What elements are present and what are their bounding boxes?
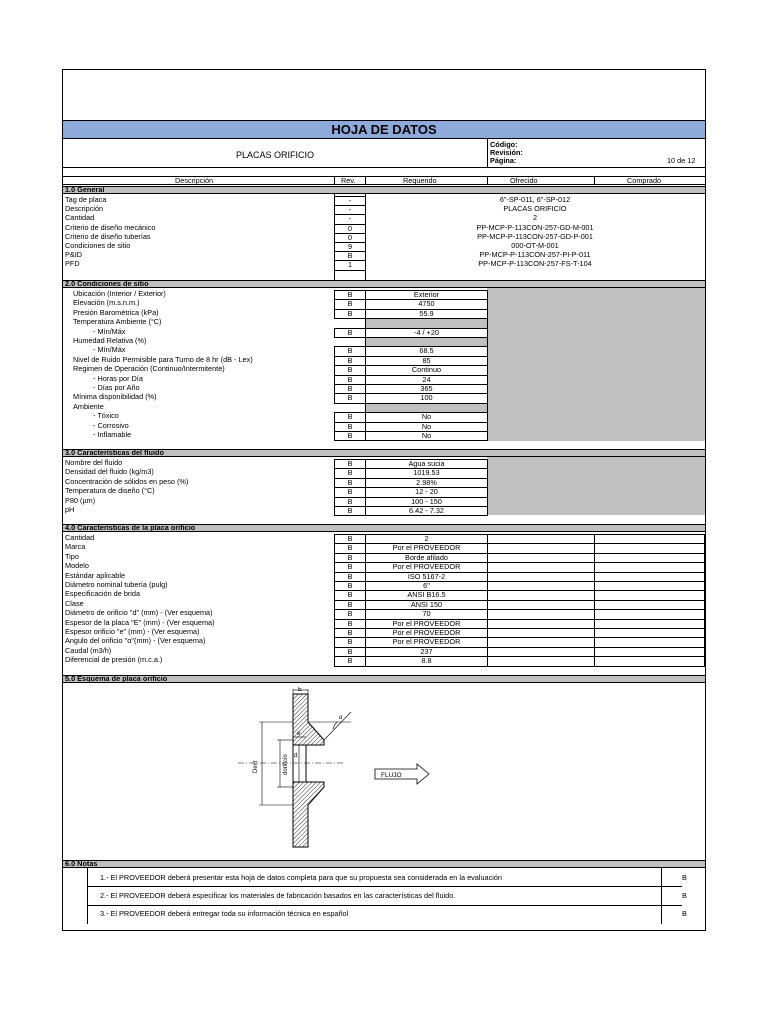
placa-value: Por el PROVEEDOR [365,619,488,629]
general-rev: - [334,214,366,224]
note-2-rev: B [682,891,687,900]
fluido-rev: B [334,506,366,516]
general-desc: Cantidad [65,213,95,223]
fluido-value: 12 - 20 [365,487,488,497]
sitio-rev: B [334,431,366,441]
sitio-value: 24 [365,375,488,385]
placa-value: Borde afilado [365,553,488,563]
sitio-rev: B [334,422,366,432]
fluido-value: Agua sucia [365,459,488,469]
fluido-desc: Temperatura de diseño (°C) [65,486,155,496]
section-fluido-header: 3.0 Características del fluido [63,449,705,457]
fluido-rev: B [334,497,366,507]
sitio-rev: B [334,290,366,300]
general-value: PP-MCP-P-113CON-257-GD-P-001 [477,231,593,241]
placa-desc: Espesor de la placa "E" (mm) - (Ver esquema) [65,617,215,627]
col-rev: Rev. [341,176,356,185]
sitio-desc: Elevación (m.s.n.m.) [73,298,140,308]
fluido-value: 1019.53 [365,468,488,478]
note-1: 1.- El PROVEEDOR deberá presentar esta hoja de datos completa para que su propuesta sea considerada en la evaluación [100,873,502,882]
placa-desc: Caudal (m3/h) [65,645,112,655]
sitio-desc: Mínima disponibilidad (%) [73,392,157,402]
placa-value: Por el PROVEEDOR [365,562,488,572]
placa-desc: Diferencial de presión (m.c.a.) [65,655,163,665]
placa-desc: Estándar aplicable [65,570,126,580]
placa-value: ANSI B16.5 [365,590,488,600]
general-desc: Criterio de diseño mecánico [65,222,156,232]
sitio-desc: - Inflamable [93,430,132,439]
fluido-rev: B [334,459,366,469]
dim-alpha-label: α [339,715,343,721]
sitio-value: 85 [365,356,488,366]
placa-desc: Modelo [65,561,89,571]
placa-desc: Marca [65,542,86,552]
placa-desc: Cantidad [65,533,95,542]
general-rev: 0 [334,233,366,243]
dim-E-label: E [298,687,303,693]
section-notas-header: 6.0 Notas [63,860,705,868]
sitio-rev: B [334,412,366,422]
general-value: PP-MCP-P-113CON-257-FS-T-104 [478,259,592,269]
section-sitio-header: 2.0 Condiciones de sitio [63,280,705,288]
col-comprado: Comprado [627,176,662,185]
fluido-value: 2.98% [365,478,488,488]
sitio-desc: - Horas por Día [93,373,143,383]
general-value: 2 [532,213,538,223]
dim-dext-label: Dext [253,760,259,773]
fluido-desc: Densidad del fluido (kg/m3) [65,467,154,477]
section-placa-header: 4.0 Características de la placa orificio [63,524,705,532]
sitio-value: Continuo [365,365,488,375]
general-desc: P&ID [65,250,83,260]
sitio-desc: Regimen de Operación (Continuo/Intermitente) [73,364,225,374]
sitio-value: 68.5 [365,346,488,356]
orifice-plate-diagram [233,687,453,857]
general-rev: 9 [334,242,366,252]
general-value: 000-OT-M-001 [511,241,559,250]
placa-rev: B [334,647,366,657]
col-requerido: Requerido [403,176,437,185]
fluido-desc: Concentración de sólidos en peso (%) [65,476,189,486]
plate-lower-section [293,782,324,847]
section-esquema-header: 5.0 Esquema de placa orificio [63,675,705,683]
general-desc: Descripción [65,204,104,214]
sitio-value: Exterior [365,290,488,300]
datasheet [62,69,706,931]
sitio-value: 55.9 [365,309,488,319]
placa-comprado [594,656,705,666]
page-title: HOJA DE DATOS [331,122,437,137]
sitio-desc: - Días por Año [93,383,140,392]
revision-label: Revisión: [490,148,523,157]
general-rev: 0 [334,224,366,234]
general-desc: Condiciones de sitio [65,241,131,250]
sitio-gray-area [487,288,705,441]
general-value: PP-MCP-P-113CON-257-PI-P-011 [479,250,591,260]
plate-upper-section [293,694,324,745]
fluido-rev: B [334,468,366,478]
placa-rev: B [334,619,366,629]
sitio-rev: B [334,365,366,375]
sitio-rev: B [334,309,366,319]
sitio-rev: B [334,356,366,366]
placa-rev: B [334,637,366,647]
dim-orificio-label: dorificio [283,754,289,775]
section-general-header: 1.0 General [63,186,705,194]
dim-d-label: d [294,753,298,759]
sitio-value: -4 / +20 [365,328,488,338]
column-header-row [63,176,705,185]
sitio-value: 4750 [365,299,488,309]
placa-desc: Angulo del orificio "α"(mm) - (Ver esquema) [65,636,206,646]
placa-rev: B [334,656,366,666]
placa-rev: B [334,609,366,619]
fluido-value: 100 - 150 [365,497,488,507]
sitio-rev: B [334,346,366,356]
placa-value: 2 [365,534,488,544]
sitio-desc: Humedad Relativa (%) [73,336,147,345]
pagina-label: Página: [490,156,517,165]
general-value: PLACAS ORIFICIO [503,204,567,214]
placa-rev: B [334,572,366,582]
general-rev: - [334,196,366,206]
col-descripcion: Descripción [175,176,214,185]
placa-value: 70 [365,609,488,619]
placa-value: 6" [365,581,488,591]
placa-value: Por el PROVEEDOR [365,628,488,638]
general-value: PP-MCP-P-113CON-257-GD-M-001 [476,222,594,232]
note-3: 3.- El PROVEEDOR deberá entregar toda su información técnica en español [100,909,349,918]
placa-rev: B [334,600,366,610]
placa-desc: Diámetro de orificio "d" (mm) - (Ver esquema) [65,608,213,618]
fluido-desc: P80 (µm) [65,495,96,505]
general-desc: PFD [65,259,80,269]
placa-desc: Especificación de brida [65,589,141,599]
sitio-value: 365 [365,384,488,394]
subtitle-block [63,139,487,181]
placa-rev: B [334,628,366,638]
placa-rev: B [334,590,366,600]
sitio-rev: B [334,384,366,394]
fluido-gray-area [487,457,705,515]
general-value: 6"-SP-011, 6"-SP-012 [499,195,571,204]
placa-desc: Tipo [65,551,79,561]
sitio-desc: Presión Barométrica (kPa) [73,307,159,317]
sitio-desc: - Tóxico [93,411,119,421]
placa-rev: B [334,562,366,572]
placa-ofrecido [487,656,595,666]
general-rev: 1 [334,260,366,270]
pagina-value: 10 de 12 [667,156,696,165]
note-3-rev: B [682,909,687,918]
placa-rev: B [334,553,366,563]
sitio-value: No [365,412,488,422]
sitio-rev: B [334,393,366,403]
document-subtitle: PLACAS ORIFICIO [235,150,315,160]
flujo-label: FLUJO [381,772,402,779]
sitio-desc: - Corrosivo [93,420,129,430]
placa-value: 237 [365,647,488,657]
general-rev: - [334,205,366,215]
placa-rev: B [334,534,366,544]
placa-value: Por el PROVEEDOR [365,543,488,553]
sitio-rev: B [334,328,366,338]
placa-desc: Espesor orificio "e" (mm) - (Ver esquema) [65,627,200,636]
fluido-rev: B [334,478,366,488]
placa-desc: Clase [65,598,84,608]
sitio-value: 100 [365,393,488,403]
placa-value: ISO 5167-2 [365,572,488,582]
sitio-desc: Ambiente [73,401,104,411]
general-desc: Criterio de diseño tuberías [65,231,151,241]
placa-value: ANSI 150 [365,600,488,610]
general-desc: Tag de placa [65,195,107,204]
sitio-rev: B [334,375,366,385]
title-band [63,120,705,139]
codigo-label: Código: [490,140,518,149]
sitio-desc: - Mín/Máx [93,326,126,336]
note-1-rev: B [682,873,687,882]
placa-value: 8.8 [365,656,488,666]
fluido-value: 6.42 - 7.32 [365,506,488,516]
sitio-desc: Temperatura Ambiente (°C) [73,317,162,327]
general-rev: B [334,251,366,261]
sitio-value: No [365,431,488,441]
sitio-desc: - Mín/Máx [93,345,126,355]
sitio-desc: Nivel de Ruido Permisible para Turno de 8 hr (dB - Lex) [73,354,253,364]
placa-rev: B [334,581,366,591]
sitio-rev: B [334,299,366,309]
placa-value: Por el PROVEEDOR [365,637,488,647]
placa-desc: Diámetro nominal tubería (pulg) [65,580,168,589]
col-ofrecido: Ofrecido [510,176,538,185]
notes-table [87,868,705,924]
sitio-value: No [365,422,488,432]
fluido-desc: pH [65,505,75,514]
placa-rev: B [334,543,366,553]
dim-e-label: e [297,731,301,737]
fluido-rev: B [334,487,366,497]
note-2: 2.- El PROVEEDOR deberá especificar los materiales de fabricación basados en las características del fluido. [100,891,456,900]
fluido-desc: Nombre del fluido [65,458,123,467]
sitio-desc: Ubicación (Interior / Exterior) [73,289,166,298]
